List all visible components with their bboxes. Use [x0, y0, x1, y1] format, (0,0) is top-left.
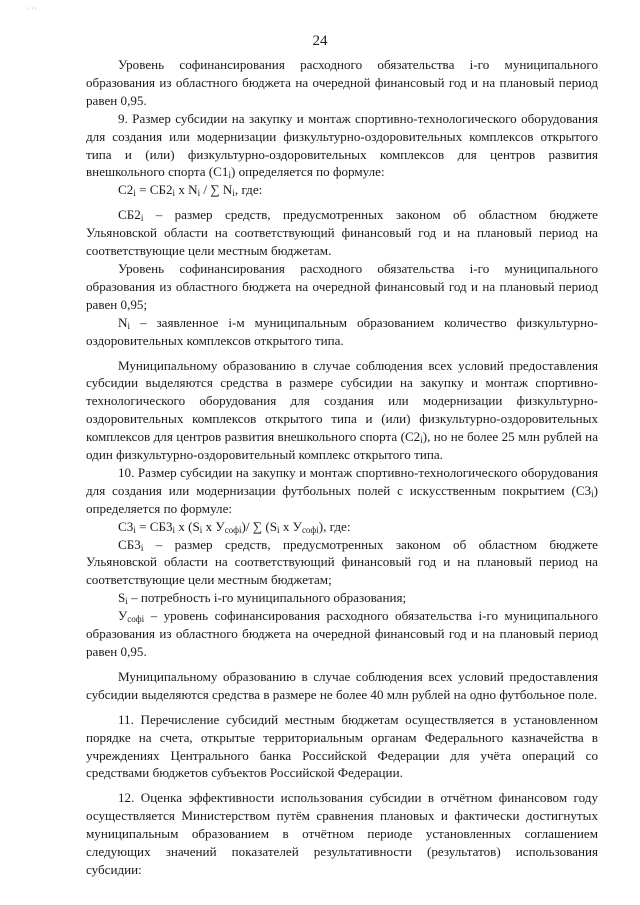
paragraph-cofinancing-level-1: Уровень софинансирования расходного обязательства i-го муниципального образования из областного бюджета на очередной финансовый год и на плановый период равен 0,95.: [86, 57, 598, 108]
definition-sb2: $СБ2_i$ – размер средств, предусмотренных законом об областном бюджете Ульяновской области на соответствующий финансовый год и на плановый период на соответствующие цели местным бюджетам.: [86, 207, 598, 259]
document-body: [86, 56, 598, 879]
formula-c3: $С3_i = СБ3_i$ x ($S_i$ x $У_{софi})/$ ∑ ($S_i$ x $У_{софi}$), где:: [118, 518, 351, 535]
paragraph-item-10: 10. Размер субсидии на закупку и монтаж спортивно-технологического оборудования для создания или модернизации футбольных полей с искусственным покрытием $(С3_i)$ определяется по формуле:: [86, 464, 598, 516]
paragraph-item-12: 12. Оценка эффективности использования субсидии в отчётном финансовом году осуществляется Министерством путём сравнения плановых и фактически достигнутых муниципальным образованием в отчётном периоде установленных соглашением следующих значений показателей результативности (результатов) использования субсидии:: [86, 790, 598, 877]
definition-usofi: $У_{софi}$ – уровень софинансирования расходного обязательства i-го муниципального образования из областного бюджета на очередной финансовый год и на плановый период равен 0,95.: [86, 608, 598, 659]
definition-sb3: $СБ3_i$ – размер средств, предусмотренных законом об областном бюджете Ульяновской области на соответствующий финансовый год и на плановый период на соответствующие цели местным бюджетам;: [86, 536, 598, 588]
paragraph-cofinancing-level-2: Уровень софинансирования расходного обязательства i-го муниципального образования из областного бюджета на очередной финансовый год и на плановый период равен 0,95;: [86, 260, 598, 312]
paragraph-limit-40mln: Муниципальному образованию в случае соблюдения всех условий предоставления субсидии выделяются средства в размере не более 40 млн рублей на одно футбольное поле.: [86, 668, 598, 702]
definition-si: $S_i$ – потребность i-го муниципального образования;: [118, 590, 407, 607]
paragraph-limit-25mln: Муниципальному образованию в случае соблюдения всех условий предоставления субсидии выделяются средства в размере субсидии на закупку и монтаж спортивно-технологического оборудования для создания или модернизации физкультурно-оздоровительных комплексов открытого типа и (или) физкультурно-оздоровительных комплексов для центров развития внешкольного спорта $(С2_i)$, но не более 25 млн рублей на один физкультурно-оздоровительный комплекс открытого типа.: [86, 357, 599, 463]
definition-ni: $N_i$ – заявленное i-м муниципальным образованием количество физкультурно-оздоровительных комплексов открытого типа.: [86, 314, 598, 348]
page-number: 24: [312, 33, 328, 49]
scan-corner-mark: ' ' ': [28, 6, 37, 15]
paragraph-item-11: 11. Перечисление субсидий местным бюджетам осуществляется в установленном порядке на счета, открытые территориальным органам Федерального казначейства в учреждениях Центрального банка Российской Федерации для учёта операций со средствами бюджетов субъектов Российской Федерации.: [86, 711, 598, 781]
paragraph-item-9: 9. Размер субсидии на закупку и монтаж спортивно-технологического оборудования для создания или модернизации физкультурно-оздоровительных комплексов открытого типа и (или) физкультурно-оздоровительных комплексов для центров развития внешкольного спорта $(С1_i)$ определяется по формуле:: [86, 110, 598, 181]
formula-c2: $С2_i = СБ2_i$ x $N_i$ / ∑ $N_i$, где:: [118, 182, 263, 199]
